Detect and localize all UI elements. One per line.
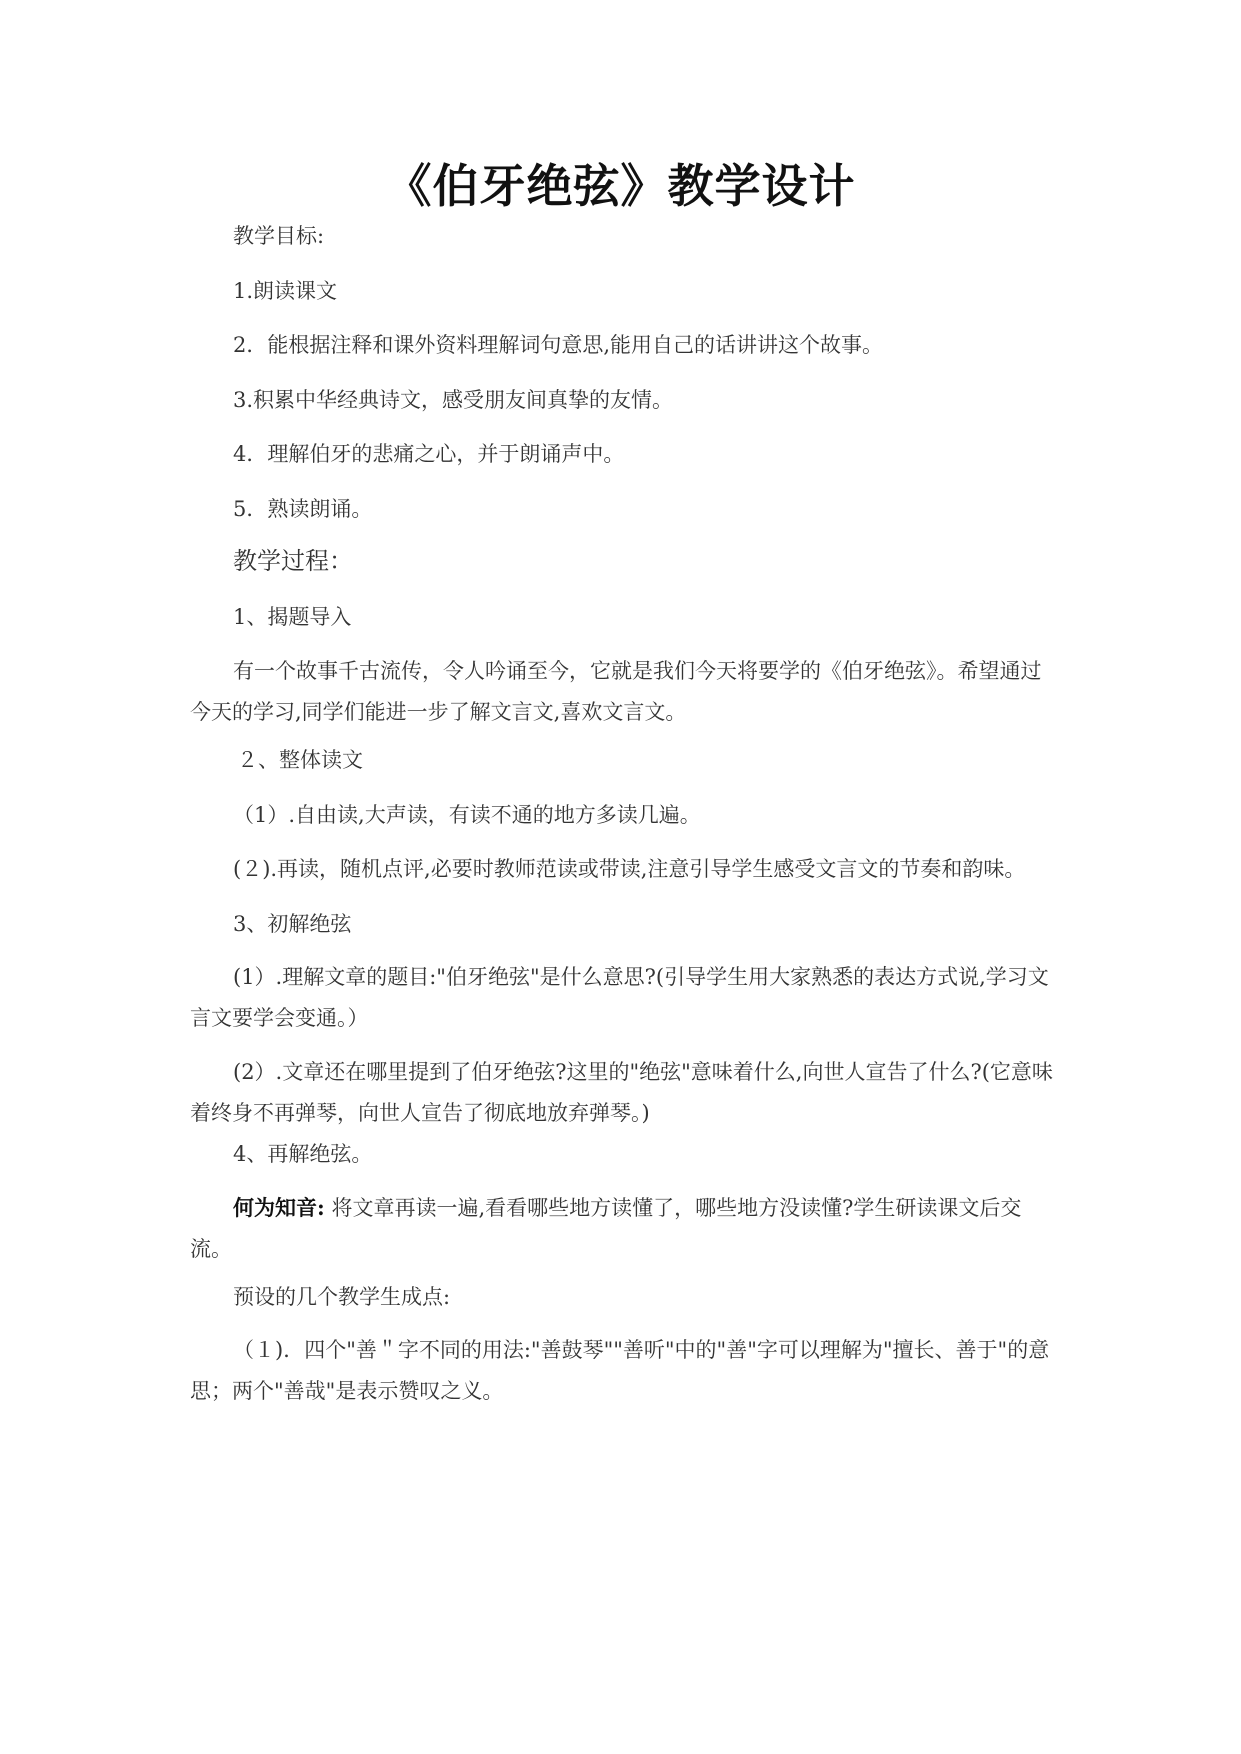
goal-item-3: 3.积累中华经典诗文，感受朋友间真挚的友情。 [233,388,674,412]
preset-heading: 预设的几个教学生成点: [233,1285,451,1309]
process-heading: 教学过程： [233,547,353,575]
step4-heading: 4、再解绝弦。 [233,1142,373,1166]
step3-item-2: (2）.文章还在哪里提到了伯牙绝弦?这里的"绝弦"意味着什么,向世人宣告了什么?(它意味着终身不再弹琴，向世人宣告了彻底地放弃弹琴。) [190,1060,1053,1125]
step3-item-1: (1）.理解文章的题目:"伯牙绝弦"是什么意思?(引导学生用大家熟悉的表达方式说,学习文言文要学会变通。） [190,965,1049,1030]
step1-paragraph: 有一个故事千古流传，令人吟诵至今，它就是我们今天将要学的《伯牙绝弦》。希望通过今天的学习,同学们能进一步了解文言文,喜欢文言文。 [190,659,1042,724]
goal-item-1: 1.朗读课文 [233,279,338,303]
step2-item-2: (２).再读，随机点评,必要时教师范读或带读,注意引导学生感受文言文的节奏和韵味。 [233,857,1026,881]
document-title: 《伯牙绝弦》教学设计 [385,159,856,213]
goal-item-5: 5．熟读朗诵。 [233,497,373,521]
step4-bold-label: 何为知音: [233,1195,325,1220]
step4-paragraph [190,1187,1060,1270]
step1-heading: 1、揭题导入 [233,605,352,629]
preset-item-1: （１)．四个"善＂字不同的用法:"善鼓琴""善听"中的"善"字可以理解为"擅长、善于"的意思；两个"善哉"是表示赞叹之义。 [190,1338,1050,1403]
step2-heading: ２、整体读文 [237,748,363,772]
step4-text: 将文章再读一遍,看看哪些地方读懂了，哪些地方没读懂?学生研读课文后交流。 [190,1196,1022,1261]
goal-item-2: 2．能根据注释和课外资料理解词句意思,能用自己的话讲讲这个故事。 [233,333,884,357]
goal-item-4: 4．理解伯牙的悲痛之心，并于朗诵声中。 [233,442,625,466]
step3-heading: 3、初解绝弦 [233,912,352,936]
step2-item-1: （1）.自由读,大声读，有读不通的地方多读几遍。 [233,803,701,827]
goals-heading: 教学目标: [233,224,325,248]
